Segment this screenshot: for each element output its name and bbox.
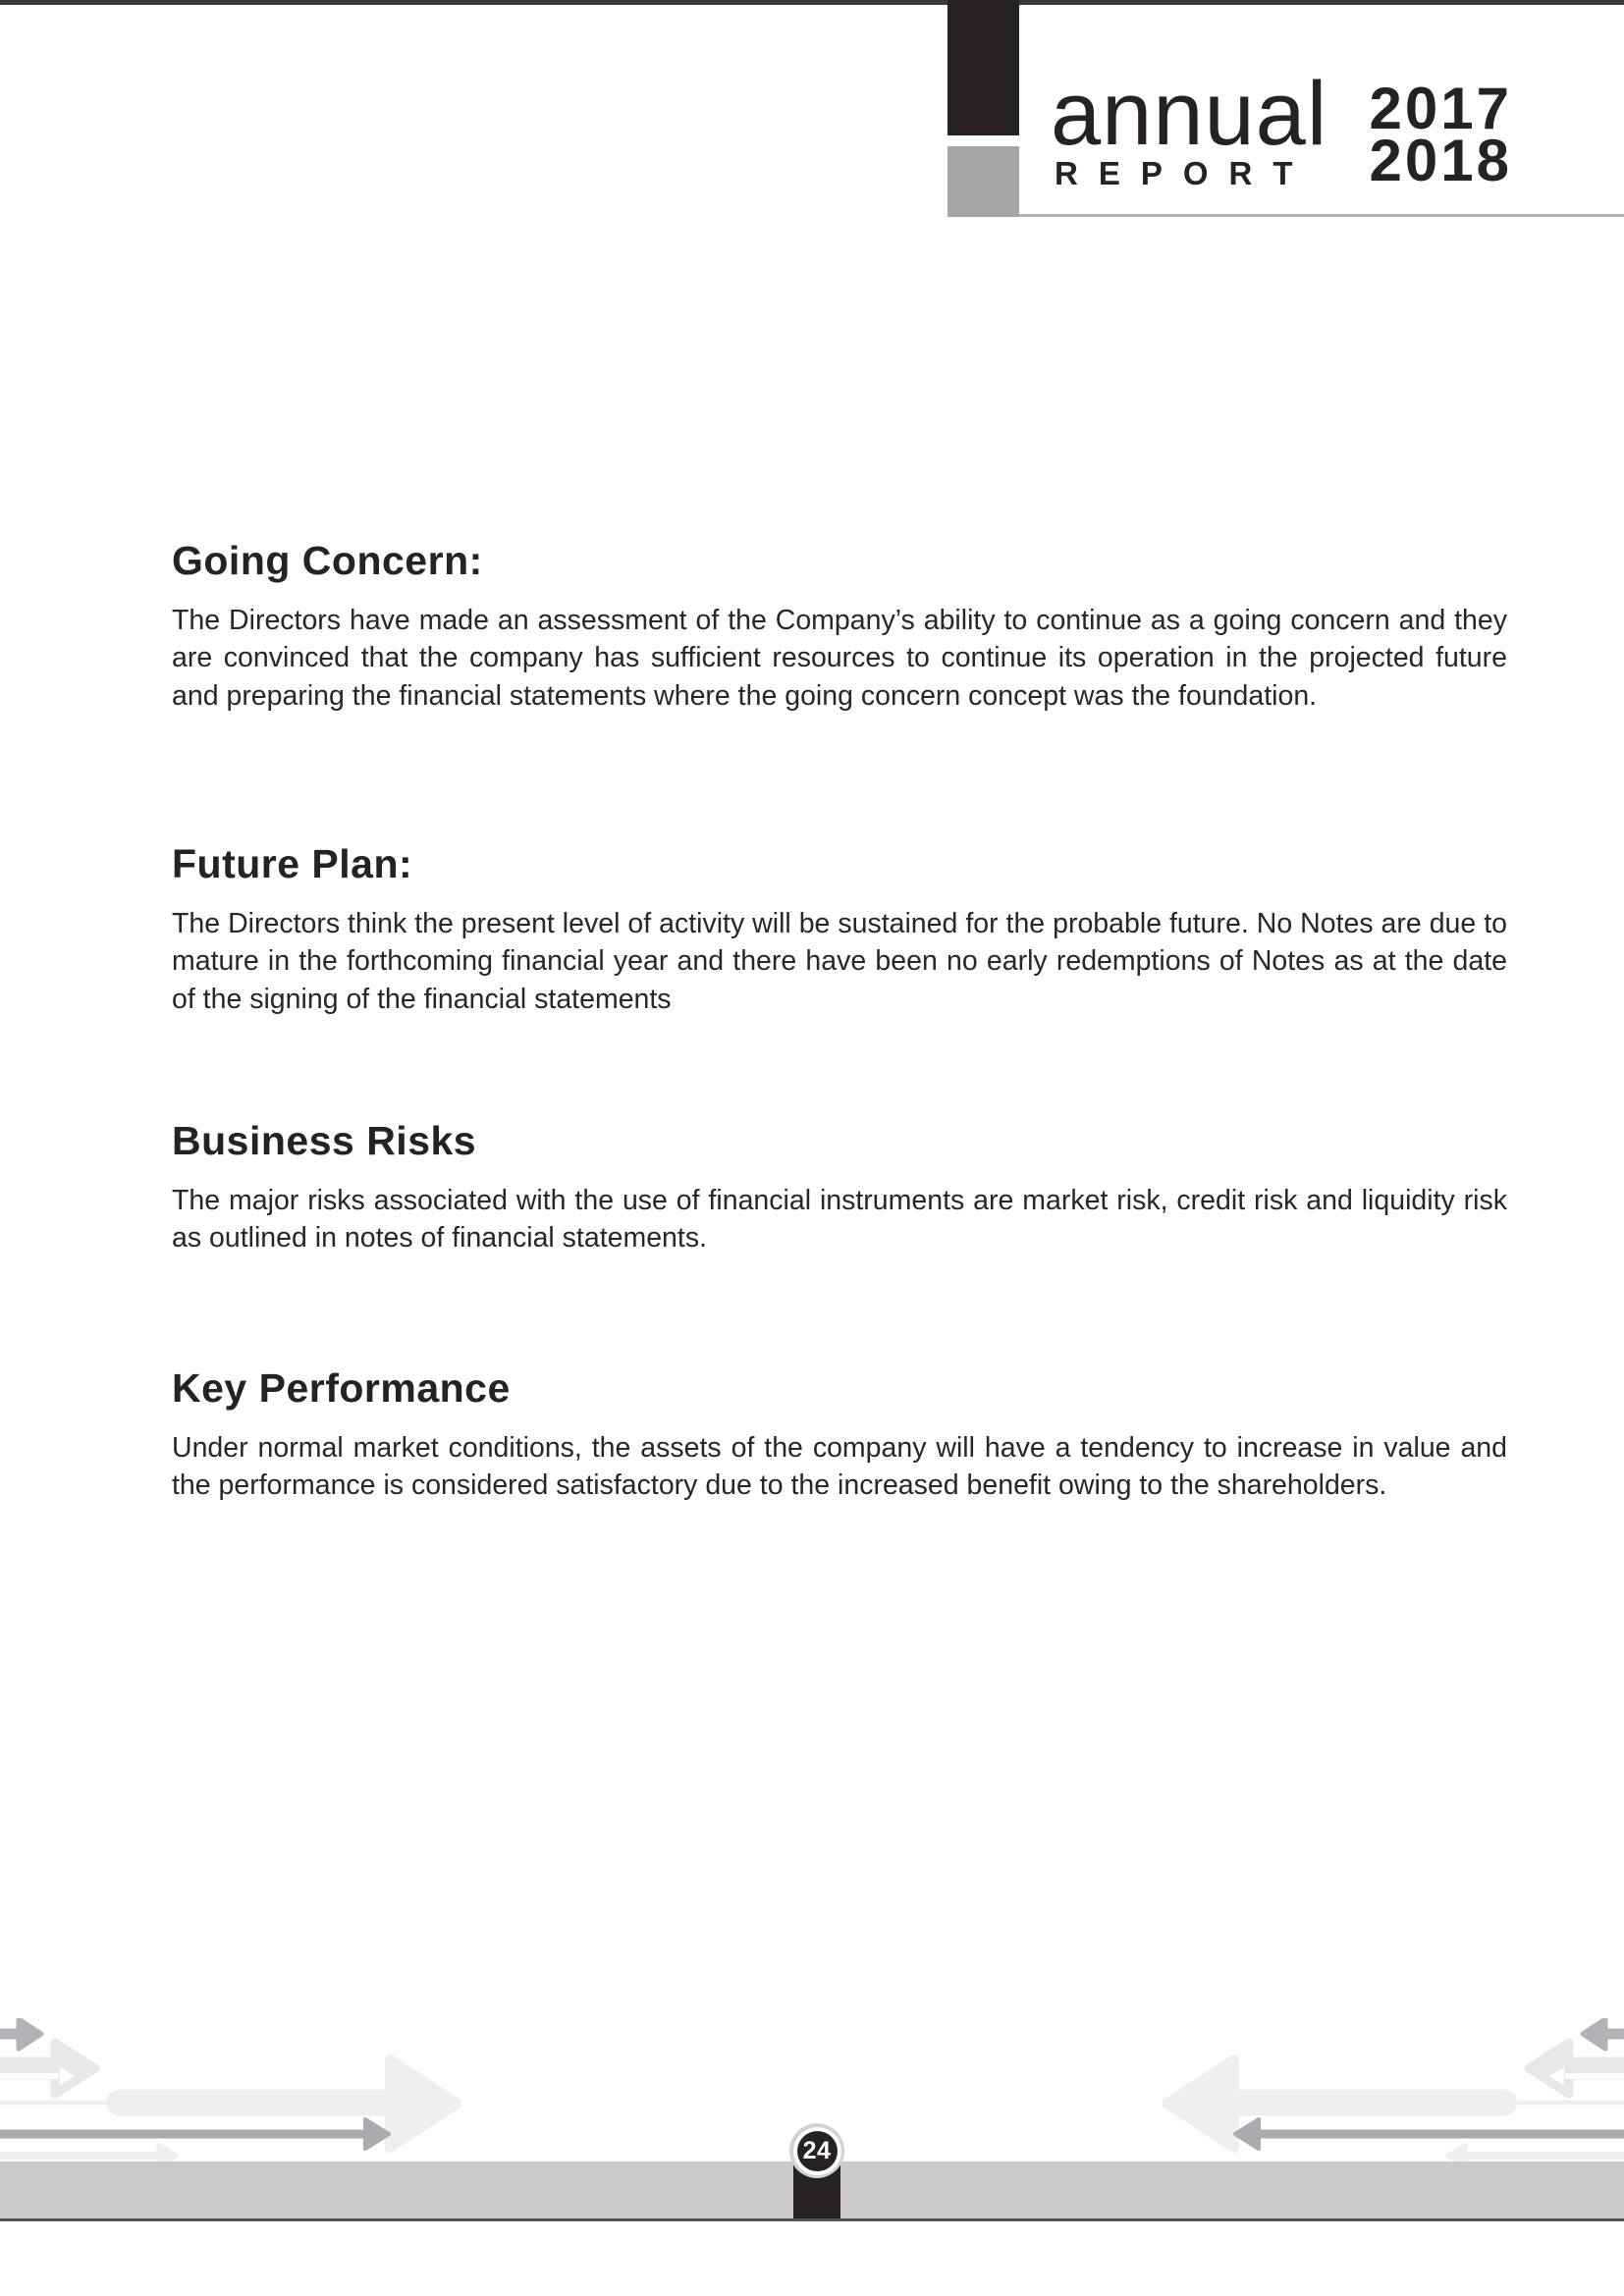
logo-annual-word: annual — [1051, 64, 1328, 164]
section-future-plan — [172, 842, 1507, 1018]
masthead-gray-square — [947, 146, 1019, 217]
section-body-3: The major risks associated with the use of financial instruments are market risk, credit risk and liquidity risk as outlined in notes of financial statements. — [172, 1185, 1507, 1255]
footer-rule — [0, 2218, 1624, 2221]
section-heading-1: Going Concern: — [172, 538, 483, 583]
logo-years — [1345, 76, 1512, 193]
masthead-bottom-rule — [1019, 214, 1624, 217]
logo-report-word: REPORT — [1055, 155, 1314, 191]
section-business-risks — [172, 1119, 1507, 1257]
section-going-concern — [172, 539, 1507, 715]
page-number: 24 — [797, 2131, 838, 2171]
section-heading-2: Future Plan: — [172, 841, 413, 886]
page-number-ring — [793, 2127, 841, 2175]
logo-year-bottom: 2018 — [1369, 128, 1512, 193]
top-rule — [0, 0, 1624, 5]
section-heading-3: Business Risks — [172, 1118, 477, 1163]
arrows-left-icon — [1163, 2018, 1624, 2167]
section-body-1: The Directors have made an assessment of the Company’s ability to continue as a going concern and they are convinced that the company has sufficient resources to continue its operation in the projected future and preparing the financial statements where the going concern concept was the foundation. — [172, 605, 1507, 712]
arrows-right-icon — [0, 2018, 461, 2167]
logo-year-top: 2017 — [1369, 76, 1512, 141]
section-body-4: Under normal market conditions, the assets of the company will have a tendency to increase in value and the performance is considered satisfactory due to the increased benefit owing to the shareholders. — [172, 1432, 1507, 1502]
masthead-black-bar — [947, 0, 1019, 135]
section-body-2: The Directors think the present level of activity will be sustained for the probable future. No Notes are due to mature in the forthcoming financial year and there have been no early redemptions of Notes as at the date of the signing of the financial statements — [172, 908, 1507, 1015]
page-number-badge — [789, 2123, 844, 2178]
section-heading-4: Key Performance — [172, 1365, 511, 1411]
section-key-performance — [172, 1366, 1507, 1505]
